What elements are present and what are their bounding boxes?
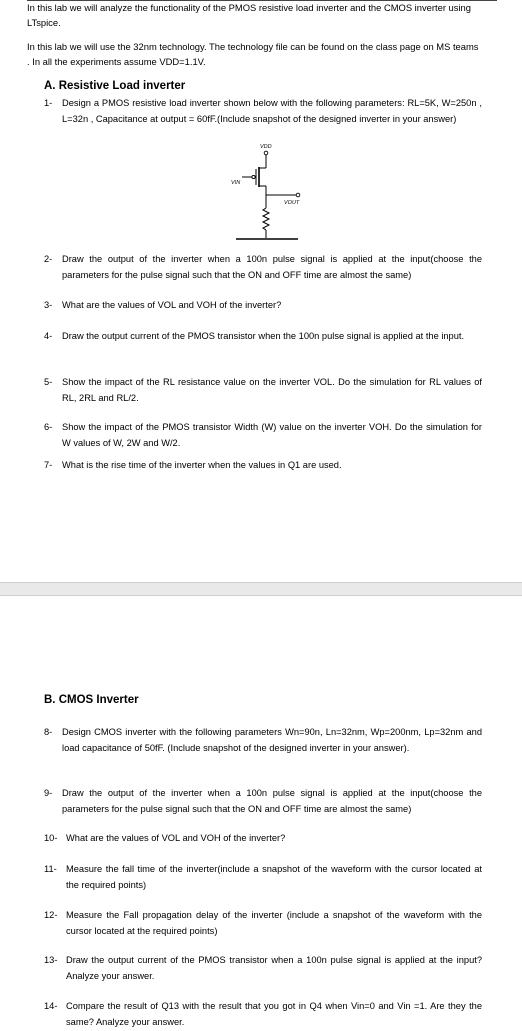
vdd-node — [264, 151, 268, 155]
question-number: 2- — [44, 254, 53, 264]
vin-label: VIN — [231, 180, 241, 186]
pmos-inverter-schematic — [222, 140, 312, 244]
question-text: Draw the output current of the PMOS transistor when the 100n pulse signal is applied at the input. — [62, 331, 465, 341]
question-number: 5- — [44, 377, 53, 387]
question-text: What is the rise time of the inverter when the values in Q1 are used. — [62, 460, 342, 470]
vout-label: VOUT — [284, 200, 300, 206]
question-6 — [44, 420, 484, 452]
document-page-2 — [0, 596, 522, 1027]
question-11 — [44, 862, 484, 894]
question-text: Show the impact of the PMOS transistor Width (W) value on the inverter VOH. Do the simulation for W values of W, 2W and W/2. — [62, 422, 482, 448]
question-text: Measure the Fall propagation delay of the inverter (include a snapshot of the waveform with the cursor located at the required points) — [66, 910, 482, 936]
question-number: 1- — [44, 98, 53, 108]
intro-paragraph-2: In this lab we will use the 32nm technology. The technology file can be found on the class page on MS teams . In all the experiments assume VDD=1.1V. — [27, 41, 479, 67]
question-text: Show the impact of the RL resistance value on the inverter VOL. Do the simulation for RL values of RL, 2RL and RL/2. — [62, 377, 482, 403]
question-5 — [44, 375, 484, 407]
question-2 — [44, 252, 484, 284]
vdd-label: VDD — [260, 144, 272, 150]
question-text: What are the values of VOL and VOH of the inverter? — [62, 300, 282, 310]
question-4 — [44, 329, 484, 361]
question-9 — [44, 786, 484, 818]
question-text: Draw the output current of the PMOS transistor when a 100n pulse signal is applied at the input? Analyze your answer. — [66, 955, 482, 981]
question-number: 13- — [44, 955, 58, 965]
question-text: Draw the output of the inverter when a 100n pulse signal is applied at the input(choose the parameters for the pulse signal such that the ON and OFF time are almost the same) — [62, 254, 482, 280]
question-number: 9- — [44, 788, 53, 798]
pmos-gate-bubble — [252, 175, 255, 178]
question-8 — [44, 725, 484, 773]
question-text: Design a PMOS resistive load inverter shown below with the following parameters: RL=5K, W=250n , L=32n , Capacitance at output = 60fF.(Include snapshot of the designed inverter in your answer) — [62, 98, 482, 124]
intro-paragraph-1: In this lab we will analyze the functionality of the PMOS resistive load inverter and the CMOS inverter using LTspice. — [27, 2, 471, 28]
section-b-heading: B. CMOS Inverter — [44, 694, 139, 706]
question-text: What are the values of VOL and VOH of the inverter? — [66, 833, 286, 843]
question-number: 12- — [44, 910, 58, 920]
question-text: Draw the output of the inverter when a 100n pulse signal is applied at the input(choose the parameters for the pulse signal such that the ON and OFF time are almost the same) — [62, 788, 482, 814]
load-resistor — [263, 208, 269, 230]
question-number: 4- — [44, 331, 53, 341]
question-text: Measure the fall time of the inverter(include a snapshot of the waveform with the cursor located at the required points) — [66, 864, 482, 890]
question-text: Compare the result of Q13 with the result that you got in Q4 when Vin=0 and Vin =1. Are they the same? Analyze your answer. — [66, 1001, 482, 1027]
question-number: 8- — [44, 727, 53, 737]
question-number: 14- — [44, 1001, 58, 1011]
question-number: 11- — [44, 864, 57, 874]
question-text: Design CMOS inverter with the following parameters Wn=90n, Ln=32nm, Wp=200nm, Lp=32nm and load capacitance of 50fF. (Include snapshot of the designed inverter in your answer). — [62, 727, 482, 753]
question-14 — [44, 999, 484, 1031]
section-a-heading: A. Resistive Load inverter — [44, 80, 186, 92]
question-10 — [44, 831, 484, 847]
question-3 — [44, 298, 484, 314]
question-number: 3- — [44, 300, 53, 310]
question-13 — [44, 953, 484, 985]
page-separator — [0, 582, 522, 596]
question-number: 7- — [44, 460, 53, 470]
question-12 — [44, 908, 484, 940]
question-number: 10- — [44, 833, 58, 843]
question-number: 6- — [44, 422, 53, 432]
vout-node — [296, 193, 300, 197]
question-7 — [44, 458, 484, 474]
question-1 — [44, 96, 484, 144]
